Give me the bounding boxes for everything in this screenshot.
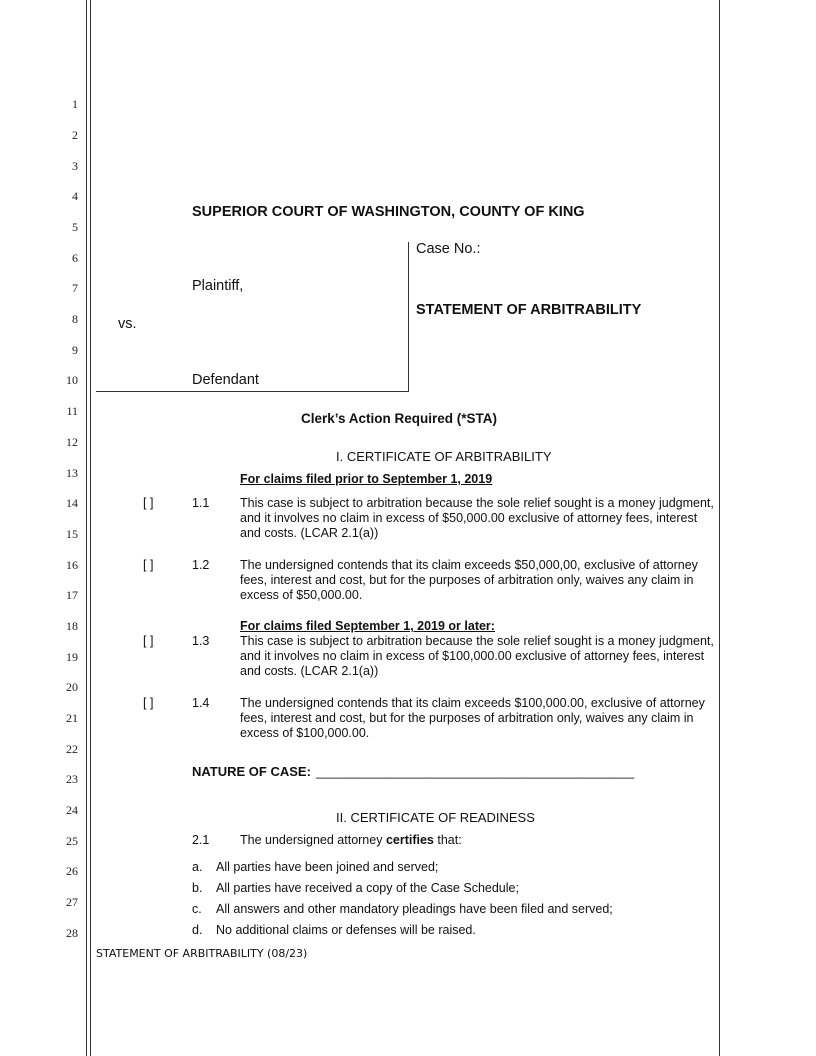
nature-of-case-label: NATURE OF CASE: bbox=[192, 764, 311, 779]
caption-divider-vertical bbox=[408, 242, 409, 392]
section-1-heading: I. CERTIFICATE OF ARBITRABILITY bbox=[336, 449, 552, 464]
margin-rule-left-inner bbox=[90, 0, 91, 1056]
section-2-heading: II. CERTIFICATE OF READINESS bbox=[336, 810, 535, 825]
line-number: 8 bbox=[72, 312, 78, 326]
readiness-intro-suffix: that: bbox=[433, 833, 462, 847]
list-letter: d. bbox=[192, 923, 203, 937]
line-number: 20 bbox=[66, 680, 78, 694]
list-item: All answers and other mandatory pleadings have been filed and served; bbox=[216, 902, 613, 916]
line-number: 14 bbox=[66, 496, 78, 510]
line-number: 16 bbox=[66, 558, 78, 572]
line-number: 2 bbox=[72, 128, 78, 142]
line-number: 3 bbox=[72, 159, 78, 173]
list-letter: b. bbox=[192, 881, 203, 895]
line-number: 25 bbox=[66, 834, 78, 848]
document-title: STATEMENT OF ARBITRABILITY bbox=[416, 302, 642, 318]
line-number: 27 bbox=[66, 895, 78, 909]
court-title: SUPERIOR COURT OF WASHINGTON, COUNTY OF KING bbox=[192, 204, 585, 220]
line-number: 26 bbox=[66, 864, 78, 878]
checkbox-1-2[interactable]: [ ] bbox=[143, 558, 154, 572]
line-number: 28 bbox=[66, 926, 78, 940]
margin-rule-left-outer bbox=[86, 0, 87, 1056]
clerk-action-required: Clerk’s Action Required (*STA) bbox=[301, 411, 498, 426]
readiness-intro bbox=[240, 833, 462, 848]
line-number: 9 bbox=[72, 343, 78, 357]
list-letter: a. bbox=[192, 860, 203, 874]
item-number-2-1: 2.1 bbox=[192, 833, 210, 847]
line-number: 12 bbox=[66, 435, 78, 449]
line-number: 19 bbox=[66, 650, 78, 664]
line-number: 21 bbox=[66, 711, 78, 725]
claims-prior-subheading: For claims filed prior to September 1, 2019 bbox=[240, 472, 493, 486]
list-letter: c. bbox=[192, 902, 202, 916]
line-number: 17 bbox=[66, 588, 78, 602]
list-item: All parties have received a copy of the Case Schedule; bbox=[216, 881, 519, 895]
line-number: 13 bbox=[66, 466, 78, 480]
list-item: All parties have been joined and served; bbox=[216, 860, 439, 874]
versus-label: vs. bbox=[118, 316, 137, 332]
line-number: 6 bbox=[72, 251, 78, 265]
item-number: 1.4 bbox=[192, 696, 210, 710]
readiness-intro-prefix: The undersigned attorney bbox=[240, 833, 386, 847]
plaintiff-label: Plaintiff, bbox=[192, 278, 244, 294]
item-text: This case is subject to arbitration because the sole relief sought is a money judgment, and it involves no claim in excess of $100,000.00 exclusive of attorney fees, interest and costs. (LCAR 2.1(a)) bbox=[240, 634, 714, 678]
list-item: No additional claims or defenses will be raised. bbox=[216, 923, 476, 937]
checkbox-1-1[interactable]: [ ] bbox=[143, 496, 154, 510]
line-number: 10 bbox=[66, 373, 78, 387]
line-number: 1 bbox=[72, 97, 78, 111]
item-number: 1.2 bbox=[192, 558, 210, 572]
page-footer: STATEMENT OF ARBITRABILITY (08/23) bbox=[96, 947, 308, 960]
case-number-label: Case No.: bbox=[416, 241, 481, 257]
checkbox-1-3[interactable]: [ ] bbox=[143, 634, 154, 648]
checkbox-1-4[interactable]: [ ] bbox=[143, 696, 154, 710]
item-number: 1.3 bbox=[192, 634, 210, 648]
item-text: The undersigned contends that its claim exceeds $100,000.00, exclusive of attorney fees, interest and cost, but for the purposes of arbitration only, waives any claim in excess of $100,000.00. bbox=[240, 696, 705, 740]
line-number: 7 bbox=[72, 281, 78, 295]
item-text: This case is subject to arbitration because the sole relief sought is a money judgment, and it involves no claim in excess of $50,000.00 exclusive of attorney fees, interest and costs. (LCAR 2.1(a)) bbox=[240, 496, 714, 540]
margin-rule-right bbox=[719, 0, 720, 1056]
readiness-intro-certifies: certifies bbox=[385, 833, 434, 847]
line-number: 15 bbox=[66, 527, 78, 541]
line-number: 18 bbox=[66, 619, 78, 633]
line-number: 4 bbox=[72, 189, 78, 203]
line-number: 24 bbox=[66, 803, 78, 817]
line-number: 22 bbox=[66, 742, 78, 756]
item-number: 1.1 bbox=[192, 496, 210, 510]
caption-divider-horizontal bbox=[96, 391, 409, 392]
line-number: 5 bbox=[72, 220, 78, 234]
claims-after-subheading: For claims filed September 1, 2019 or later: bbox=[240, 619, 495, 633]
defendant-label: Defendant bbox=[192, 372, 259, 388]
line-number: 23 bbox=[66, 772, 78, 786]
nature-of-case-field[interactable]: ____________________________________________ bbox=[316, 764, 635, 779]
line-number: 11 bbox=[66, 404, 78, 418]
item-text: The undersigned contends that its claim exceeds $50,000,00, exclusive of attorney fees, interest and cost, but for the purposes of arbitration only, waives any claim in excess of $50,000.00. bbox=[240, 558, 698, 602]
